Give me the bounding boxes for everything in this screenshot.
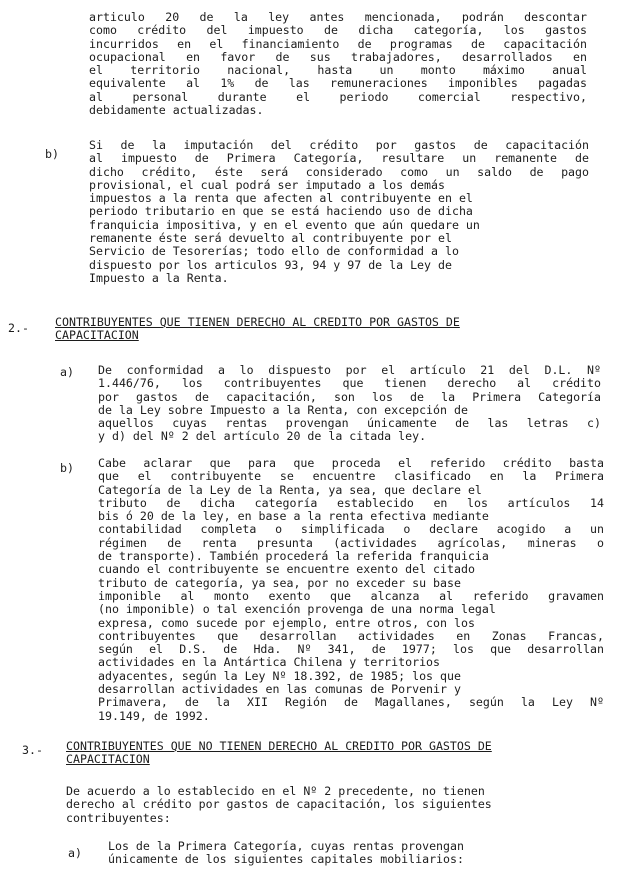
text-line: desarrollan actividades en las comunas de Porvenir y	[98, 682, 461, 697]
text-line: Impuesto a la Renta.	[89, 270, 229, 285]
intro-paragraph	[89, 11, 587, 117]
text-line: incurridos en el financiamiento de programas de capacitación	[89, 36, 587, 51]
text-line: únicamente de los siguientes capitales mobiliarios:	[108, 852, 464, 867]
text-line: De acuerdo a lo establecido en el Nº 2 precedente, no tienen	[66, 784, 485, 798]
heading-line: CONTRIBUYENTES QUE TIENEN DERECHO AL CREDITO POR GASTOS DE	[55, 315, 460, 329]
section2-item-b	[98, 457, 604, 723]
item-b-paragraph	[89, 139, 589, 285]
text-line: aquellos cuyas rentas provengan únicamente de las letras c)	[98, 416, 601, 431]
text-line: cuando el contribuyente se encuentre exento del citado	[98, 562, 475, 577]
text-line: dicho crédito, éste será considerado como un saldo de pago	[89, 164, 589, 179]
section-heading	[55, 316, 600, 343]
text-line: derecho al crédito por gastos de capacitación, los siguientes	[66, 797, 492, 812]
text-line: bis ó 20 de la ley, en base a la renta efectiva mediante	[98, 509, 489, 524]
text-line: contribuyentes:	[66, 810, 171, 825]
heading-line: CAPACITACION	[55, 328, 139, 343]
text-line: Los de la Primera Categoría, cuyas rentas provengan	[108, 839, 464, 853]
text-line: periodo tributario en que se está haciendo uso de dicha	[89, 204, 473, 219]
text-line: régimen de renta presunta (actividades agrícolas, mineras o	[98, 535, 604, 550]
text-line: impuestos a la renta que afecten al contribuyente en el	[89, 191, 473, 206]
section2-item-a	[98, 364, 601, 444]
item-marker-a: a)	[68, 846, 82, 860]
text-line: tributo de dicha categoría establecido en los artículos 14	[98, 495, 604, 510]
text-line: 19.149, de 1992.	[98, 708, 210, 723]
text-line: provisional, el cual podrá ser imputado a los demás	[89, 177, 445, 192]
text-line: al personal durante el periodo comercial respectivo,	[89, 89, 587, 104]
text-line: contribuyentes que desarrollan actividades en Zonas Francas,	[98, 628, 604, 643]
item-marker-b: b)	[45, 147, 59, 161]
text-line: de transporte). También procederá la referida franquicia	[98, 549, 489, 564]
section3-intro	[66, 785, 611, 825]
text-line: articulo 20 de la ley antes mencionada, podrán descontar	[89, 10, 587, 24]
text-line: que el contribuyente se encuentre clasificado en la Primera	[98, 469, 604, 484]
text-line: franquicia impositiva, y en el evento que aún quedare un	[89, 217, 480, 232]
text-line: contabilidad completa o simplificada o declare acogido a un	[98, 522, 604, 537]
text-line: por gastos de capacitación, son los de la Primera Categoría	[98, 389, 601, 404]
section-heading	[66, 740, 611, 767]
text-line: debidamente actualizadas.	[89, 103, 264, 118]
text-line: expresa, como sucede por ejemplo, entre otros, con los	[98, 615, 475, 630]
text-line: Categoría de la Ley de la Renta, ya sea, que declare el	[98, 482, 482, 497]
text-line: como crédito del impuesto de dicha categoría, los gastos	[89, 23, 587, 38]
text-line: Servicio de Tesorerías; todo ello de conformidad a lo	[89, 244, 459, 259]
text-line: y d) del Nº 2 del artículo 20 de la citada ley.	[98, 429, 427, 444]
text-line: Cabe aclarar que para que proceda el referido crédito basta	[98, 456, 604, 470]
text-line: remanente éste será devuelto al contribuyente por el	[89, 231, 452, 246]
heading-line: CAPACITACION	[66, 752, 150, 767]
text-line: de la Ley sobre Impuesto a la Renta, con excepción de	[98, 402, 468, 417]
text-line: Si de la imputación del crédito por gastos de capacitación	[89, 138, 589, 152]
text-line: imponible al monto exento que alcanza al referido gravamen	[98, 588, 604, 603]
text-line: De conformidad a lo dispuesto por el artículo 21 del D.L. Nº	[98, 363, 601, 377]
text-line: el territorio nacional, hasta un monto máximo anual	[89, 63, 587, 78]
section-number: 2.-	[8, 321, 29, 335]
text-line: Primavera, de la XII Región de Magallanes, según la Ley Nº	[98, 695, 604, 710]
heading-line: CONTRIBUYENTES QUE NO TIENEN DERECHO AL CREDITO POR GASTOS DE	[66, 739, 492, 753]
text-line: ocupacional en favor de sus trabajadores, desarrollados en	[89, 49, 587, 64]
text-line: tributo de categoría, ya sea, por no exceder su base	[98, 575, 461, 590]
text-line: actividades en la Antártica Chilena y territorios	[98, 655, 441, 670]
text-line: al impuesto de Primera Categoría, resultare un remanente de	[89, 151, 589, 166]
item-marker-a: a)	[60, 365, 74, 379]
text-line: según el D.S. de Hda. Nº 341, de 1977; los que desarrollan	[98, 642, 604, 657]
text-line: dispuesto por los articulos 93, 94 y 97 de la Ley de	[89, 257, 452, 272]
text-line: adyacentes, según la Ley Nº 18.392, de 1985; los que	[98, 668, 461, 683]
item-marker-b: b)	[60, 461, 74, 475]
section3-item-a	[108, 840, 608, 867]
text-line: (no imponible) o tal exención provenga de una norma legal	[98, 602, 496, 617]
section-number: 3.-	[22, 743, 43, 757]
text-line: 1.446/76, los contribuyentes que tienen derecho al crédito	[98, 376, 601, 391]
text-line: equivalente al 1% de las remuneraciones imponibles pagadas	[89, 76, 587, 91]
